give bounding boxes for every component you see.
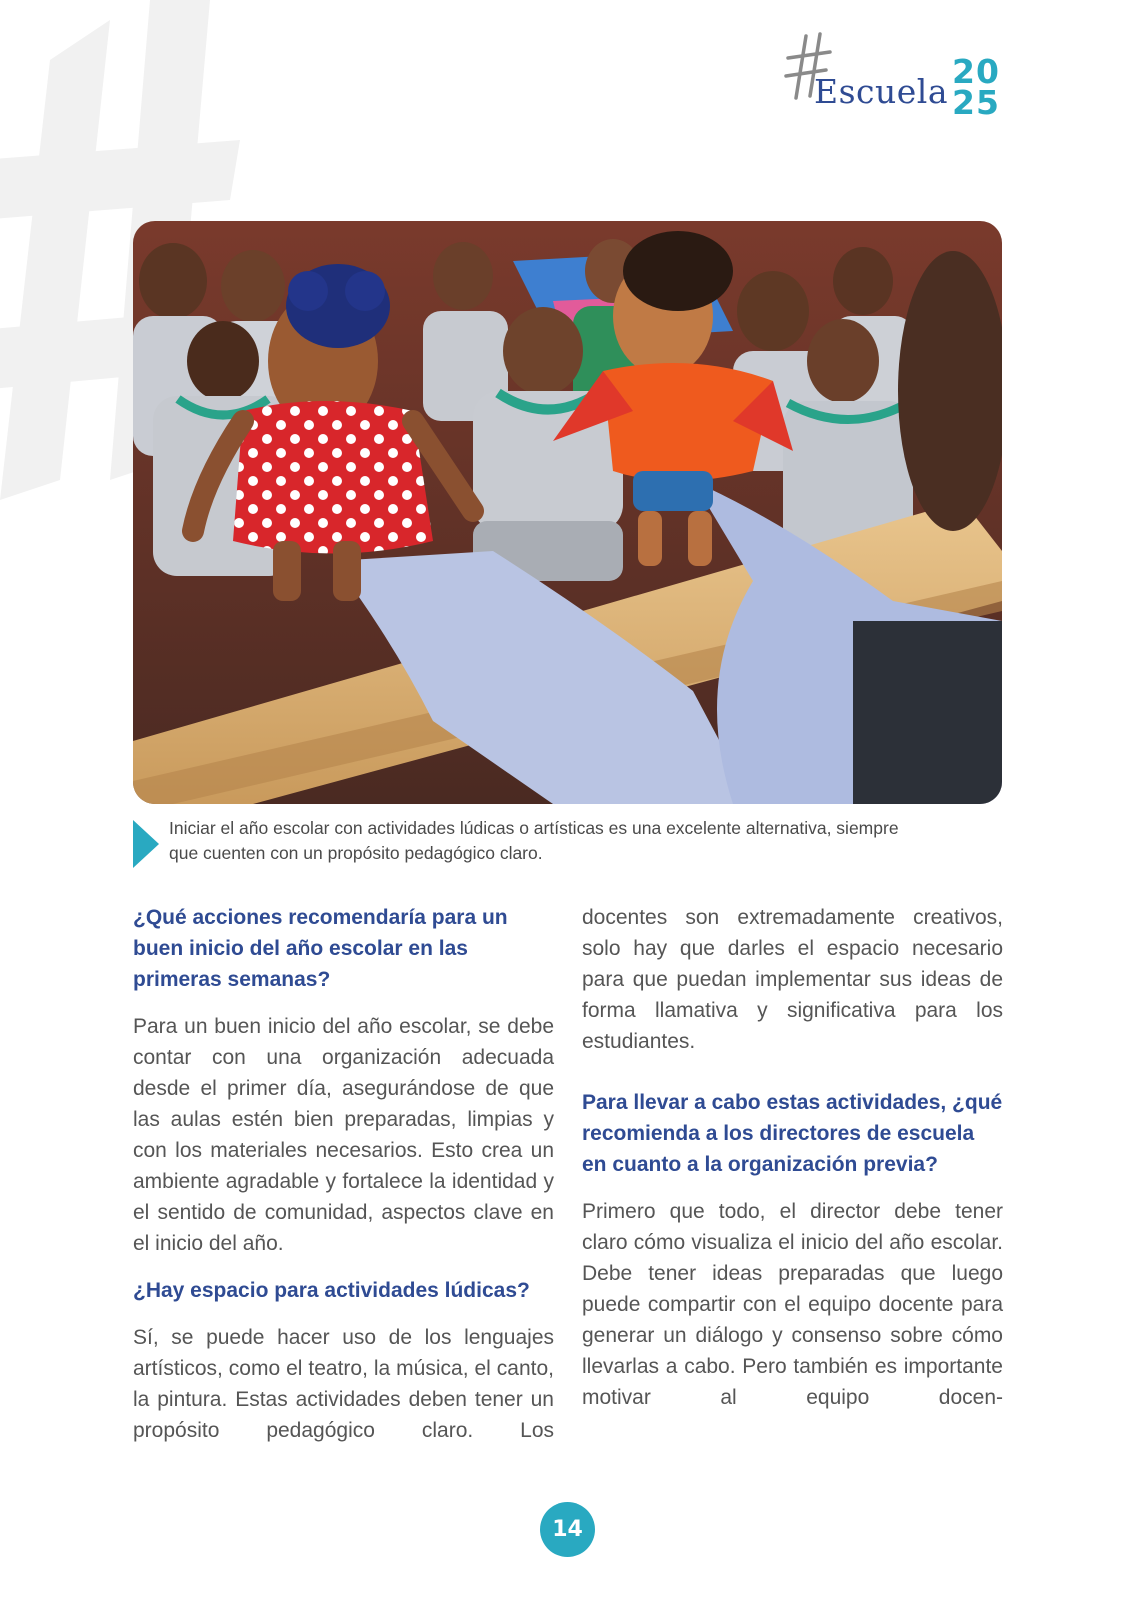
left-column (133, 902, 554, 1462)
logo-year (948, 52, 1004, 122)
answer-paragraph-1: Para un buen inicio del año escolar, se debe contar con una organización adecuada desde el primer día, asegurándose de que las aulas estén bien preparadas, limpias y con los materiales necesarios. Esto crea un ambiente agradable y fortalece la identidad y el sentido de comunidad, aspectos clave en el inicio del año. (133, 1015, 554, 1255)
classroom-puppet-show-photo (133, 221, 1002, 804)
answer-paragraph-2-continued: docentes son extremadamente creativos, solo hay que darles el espacio necesario para que puedan implementar sus ideas de forma llamativa y significativa para los estudiantes. (582, 906, 1003, 1053)
classroom-photo (133, 221, 1002, 804)
escuela-2025-logo (784, 30, 1014, 130)
answer-paragraph-2: Sí, se puede hacer uso de los lenguajes artísticos, como el teatro, la música, el canto, la pintura. Estas actividades deben tener un propósito pedagógico claro. Los (133, 1326, 554, 1442)
logo-word: Escuela (814, 72, 949, 111)
photo-caption: Iniciar el año escolar con actividades lúdicas o artísticas es una excelente alternativa, siempre que cuenten con un propósito pedagógico claro. (169, 818, 899, 863)
logo-year-top: 20 (952, 52, 1000, 91)
question-heading-3: Para llevar a cabo estas actividades, ¿qué recomienda a los directores de escuela en cuanto a la organización previa? (582, 1091, 1003, 1176)
answer-paragraph-3: Primero que todo, el director debe tener claro cómo visualiza el inicio del año escolar. Debe tener ideas preparadas que luego puede compartir con el equipo docente para generar un diálogo y consenso sobre cómo llevarlas a cabo. Pero también es importante motivar al equipo docen- (582, 1200, 1003, 1409)
page-number: 14 (540, 1502, 595, 1557)
right-column (582, 902, 1003, 1429)
question-heading-1: ¿Qué acciones recomendaría para un buen inicio del año escolar en las primeras semanas? (133, 906, 508, 991)
caption-arrow-icon (133, 820, 159, 868)
question-heading-2: ¿Hay espacio para actividades lúdicas? (133, 1279, 530, 1302)
logo-year-bottom: 25 (952, 83, 1000, 122)
